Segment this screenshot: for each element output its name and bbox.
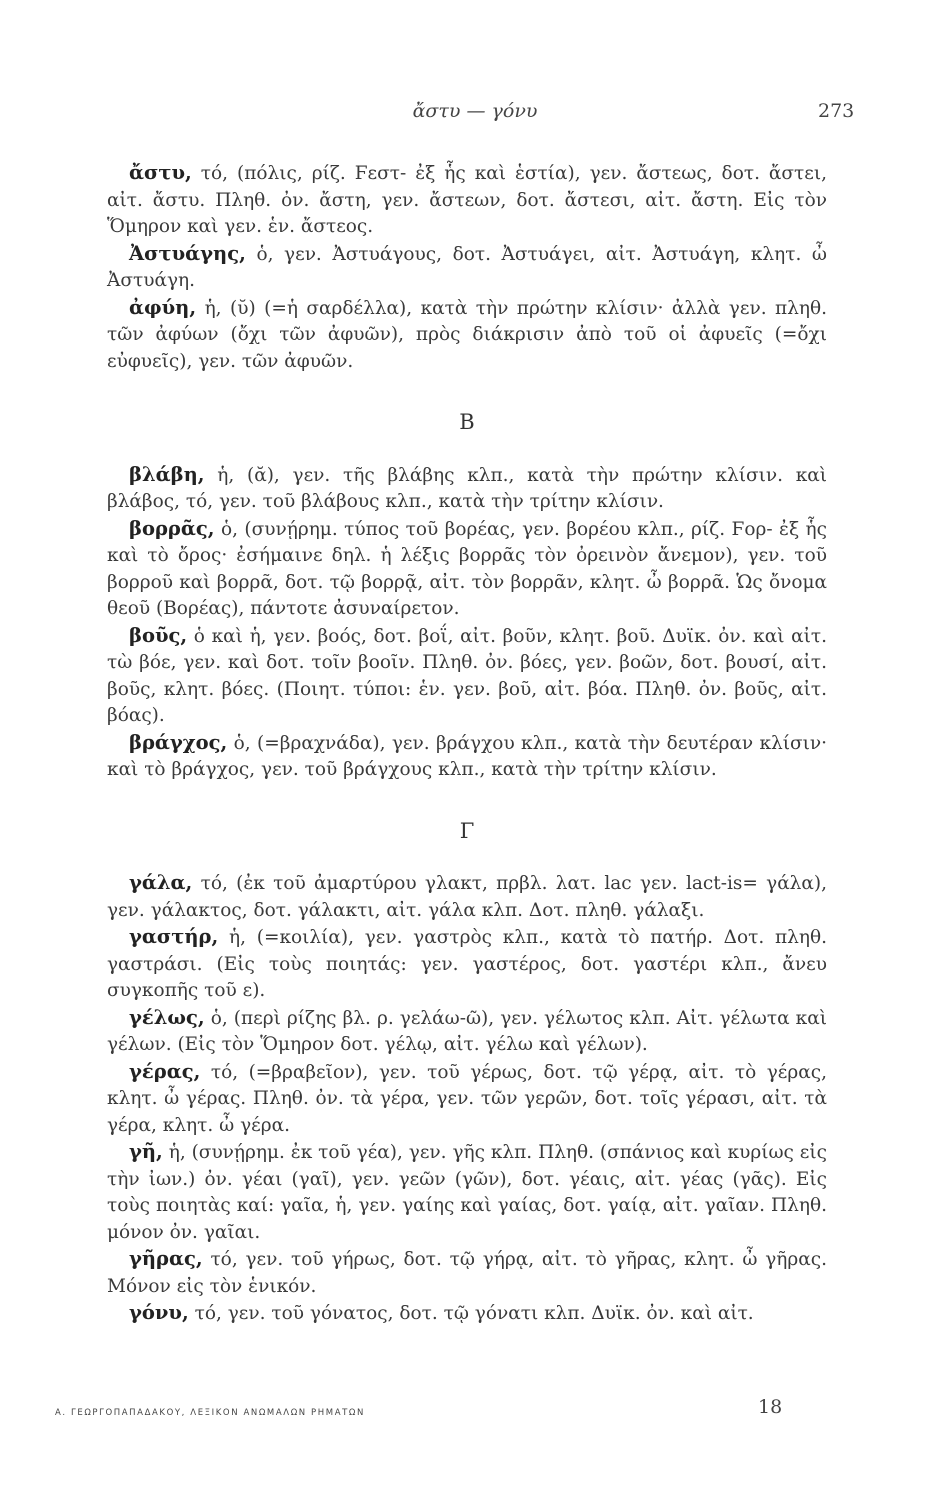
sheet-signature: 18	[758, 1396, 783, 1418]
entry-headword: γάλα,	[129, 871, 193, 894]
dictionary-entry	[107, 1059, 827, 1140]
entry-headword: βλάβη,	[129, 462, 205, 486]
entry-headword: βορρᾶς,	[129, 516, 215, 540]
entry-definition: ὁ, (περὶ ρίζης βλ. ρ. γελάω-ῶ), γεν. γέλωτος κλπ. Αἰτ. γέλωτα καὶ γέλων. (Εἰς τὸν Ὅμηρον δοτ. γέλῳ, αἰτ. γέλω καὶ γέλων).	[107, 1007, 827, 1055]
entry-headword: Ἀστυάγης,	[129, 241, 246, 265]
dictionary-entry	[107, 1139, 827, 1246]
entry-headword: βοῦς,	[129, 623, 188, 647]
entry-definition: ὁ καὶ ἡ, γεν. βοός, δοτ. βοΐ, αἰτ. βοῦν, κλητ. βοῦ. Δυϊκ. ὀν. καὶ αἰτ. τὼ βόε, γεν. καὶ δοτ. τοῖν βοοῖν. Πληθ. ὀν. βόες, γεν. βοῶν, δοτ. βουσί, αἰτ. βοῦς, κλητ. βόες. (Ποιητ. τύποι: ἑν. γεν. βοῦ, αἰτ. βόα. Πληθ. ὀν. βοῦς, αἰτ. βόας).	[107, 625, 827, 726]
entry-definition: τό, γεν. τοῦ γήρως, δοτ. τῷ γήρᾳ, αἰτ. τὸ γῆρας, κλητ. ὦ γῆρας. Μόνον εἰς τὸν ἑνικόν.	[107, 1249, 827, 1297]
section-letter: Β	[459, 410, 475, 434]
entry-definition: τό, (πόλις, ρίζ. Ϝεστ- ἐξ ἧς καὶ ἑστία), γεν. ἄστεως, δοτ. ἄστει, αἰτ. ἄστυ. Πληθ. ὀν. ἄστη, γεν. ἄστεων, δοτ. ἄστεσι, αἰτ. ἄστη. Εἰς τὸν Ὅμηρον καὶ γεν. ἑν. ἄστεος.	[107, 163, 827, 237]
entry-definition: ὁ, γεν. Ἀστυάγους, δοτ. Ἀστυάγει, αἰτ. Ἀστυάγη, κλητ. ὦ Ἀστυάγη.	[107, 243, 827, 291]
dictionary-entry	[107, 1005, 827, 1059]
entry-definition: ὁ, (συνῄρημ. τύπος τοῦ βορέας, γεν. βορέου κλπ., ρίζ. Ϝορ- ἐξ ἧς καὶ τὸ ὄρος· ἐσήμαινε δηλ. ἡ λέξις βορρᾶς τὸν ὀρεινὸν ἄνεμον), γεν. τοῦ βορροῦ καὶ βορρᾶ, δοτ. τῷ βορρᾷ, αἰτ. τὸν βορρᾶν, κλητ. ὦ βορρᾶ. Ὡς ὄνομα θεοῦ (Βορέας), πάντοτε ἀσυναίρετον.	[107, 518, 827, 619]
entry-headword: γαστήρ,	[129, 925, 219, 948]
entry-definition: ἡ, (ῠ) (=ἡ σαρδέλλα), κατὰ τὴν πρώτην κλίσιν· ἀλλὰ γεν. πληθ. τῶν ἀφύων (ὄχι τῶν ἀφυῶν), πρὸς διάκρισιν ἀπὸ τοῦ οἱ ἀφυεῖς (=ὄχι εὐφυεῖς), γεν. τῶν ἀφυῶν.	[107, 297, 827, 372]
running-head: ἄστυ — γόνυ	[412, 100, 538, 122]
dictionary-entry	[107, 730, 827, 784]
dictionary-entry	[107, 462, 827, 516]
dictionary-entry	[107, 870, 827, 924]
entry-headword: γέλως,	[129, 1005, 205, 1029]
entry-headword: γῆ,	[129, 1140, 163, 1163]
dictionary-entry	[107, 924, 827, 1005]
dictionary-entry	[107, 241, 827, 295]
dictionary-entry	[107, 623, 827, 730]
dictionary-body	[107, 160, 827, 1328]
entry-definition: ἡ, (ᾰ), γεν. τῆς βλάβης κλπ., κατὰ τὴν πρώτην κλίσιν. καὶ βλάβος, τό, γεν. τοῦ βλάβους κλπ., κατὰ τὴν τρίτην κλίσιν.	[107, 464, 827, 512]
dictionary-entry	[107, 295, 827, 376]
page-number: 273	[818, 100, 855, 122]
entry-headword: γῆρας,	[129, 1247, 203, 1270]
entry-headword: βράγχος,	[129, 730, 228, 754]
entry-definition: ὁ, (=βραχνάδα), γεν. βράγχου κλπ., κατὰ τὴν δευτέραν κλίσιν· καὶ τὸ βράγχος, γεν. τοῦ βράγχους κλπ., κατὰ τὴν τρίτην κλίσιν.	[107, 732, 827, 780]
dictionary-entry	[107, 160, 827, 241]
dictionary-entry	[107, 1246, 827, 1300]
entry-headword: ἄστυ,	[129, 161, 192, 184]
section-letter: Γ	[459, 818, 475, 843]
entry-definition: τό, γεν. τοῦ γόνατος, δοτ. τῷ γόνατι κλπ. Δυϊκ. ὀν. καὶ αἰτ.	[188, 1303, 754, 1324]
dictionary-entry	[107, 1300, 827, 1328]
entry-headword: γέρας,	[129, 1059, 201, 1083]
entry-definition: ἡ, (συνῄρημ. ἐκ τοῦ γέα), γεν. γῆς κλπ. Πληθ. (σπάνιος καὶ κυρίως εἰς τὴν ἰων.) ὀν. γέαι (γαῖ), γεν. γεῶν (γῶν), δοτ. γέαις, αἰτ. γέας (γᾶς). Εἰς τοὺς ποιητὰς καί: γαῖα, ἡ, γεν. γαίης καὶ γαίας, δοτ. γαίᾳ, αἰτ. γαῖαν. Πληθ. μόνον ὀν. γαῖαι.	[107, 1142, 827, 1243]
dictionary-entry	[107, 516, 827, 623]
footer-imprint: Α. ΓΕΩΡΓΟΠΑΠΑΔΑΚΟΥ, ΛΕΞΙΚΟΝ ΑΝΩΜΑΛΩΝ ΡΗΜΑΤΩΝ	[55, 1408, 365, 1418]
entry-definition: ἡ, (=κοιλία), γεν. γαστρὸς κλπ., κατὰ τὸ πατήρ. Δοτ. πληθ. γαστράσι. (Εἰς τοὺς ποιητάς: γεν. γαστέρος, δοτ. γαστέρι κλπ., ἄνευ συγκοπῆς τοῦ ε).	[107, 927, 827, 1001]
entry-definition: τό, (=βραβεῖον), γεν. τοῦ γέρως, δοτ. τῷ γέρᾳ, αἰτ. τὸ γέρας, κλητ. ὦ γέρας. Πληθ. ὀν. τὰ γέρα, γεν. τῶν γερῶν, δοτ. τοῖς γέρασι, αἰτ. τὰ γέρα, κλητ. ὦ γέρα.	[107, 1061, 827, 1136]
entry-definition: τό, (ἐκ τοῦ ἀμαρτύρου γλακτ, πρβλ. λατ. lac γεν. lact-is= γάλα), γεν. γάλακτος, δοτ. γάλακτι, αἰτ. γάλα κλπ. Δοτ. πληθ. γάλαξι.	[107, 873, 827, 921]
entry-headword: ἀφύη,	[129, 295, 197, 319]
entry-headword: γόνυ,	[129, 1301, 189, 1324]
